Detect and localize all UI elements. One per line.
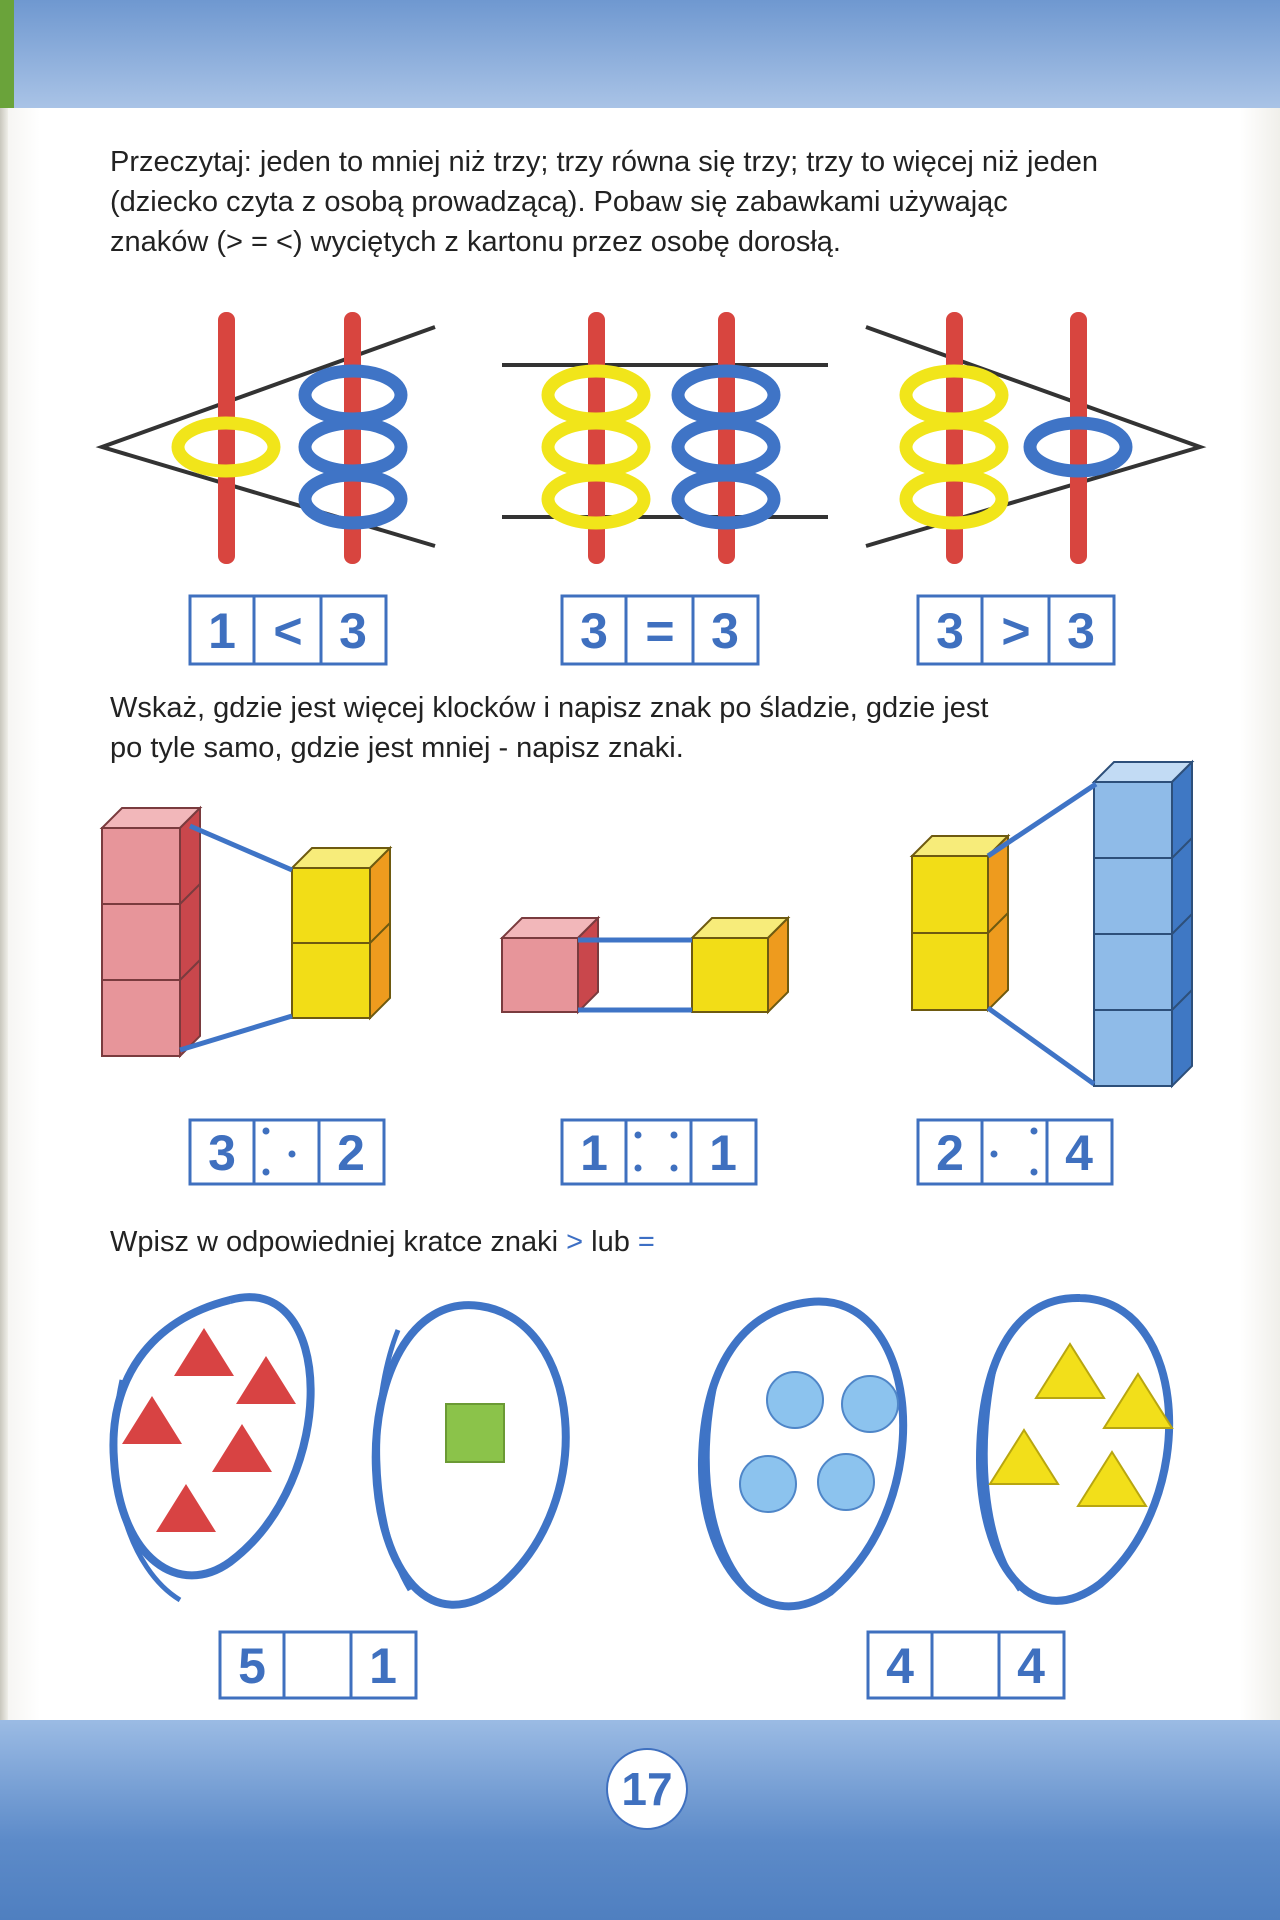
trace-dot (635, 1132, 642, 1139)
abacus-example-2 (502, 312, 828, 564)
red-triangle (212, 1424, 272, 1472)
box-right-number: 1 (369, 1638, 397, 1694)
yellow-triangle (990, 1430, 1058, 1484)
box-sign: > (1001, 603, 1031, 659)
comparison-line (988, 1008, 1094, 1084)
page-number: 17 (606, 1748, 688, 1830)
pink-block (102, 980, 180, 1056)
fill-box-1 (220, 1632, 416, 1698)
box-right-number: 2 (337, 1125, 365, 1181)
abacus-example-1 (102, 312, 435, 564)
task2-line-1: Wskaż, gdzie jest więcej klocków i napisz znak po śladzie, gdzie jest (110, 692, 989, 724)
blue-circle (818, 1454, 874, 1510)
task3-sign-eq: = (637, 1226, 655, 1258)
box-sign: = (645, 603, 675, 659)
block-example-2 (502, 918, 788, 1012)
task3-sign-gt: > (566, 1226, 584, 1258)
blue-circle (767, 1372, 823, 1428)
box-right-number: 3 (1067, 603, 1095, 659)
empty-answer-cell[interactable] (934, 1634, 997, 1696)
red-triangle (156, 1484, 216, 1532)
box-left-number: 3 (208, 1125, 236, 1181)
oval-set-green-square (376, 1305, 566, 1605)
yellow-triangle (1078, 1452, 1146, 1506)
red-triangle (236, 1356, 296, 1404)
oval-outline (702, 1302, 903, 1607)
answer-box-3 (918, 596, 1114, 664)
rod-left (218, 312, 235, 564)
trace-dot (263, 1169, 270, 1176)
pink-block (102, 904, 180, 980)
box-left-number: 5 (238, 1638, 266, 1694)
answer-box-1 (190, 596, 386, 664)
comparison-line (988, 784, 1096, 856)
pink-block (502, 938, 578, 1012)
trace-dot (991, 1151, 998, 1158)
yellow-triangle (1036, 1344, 1104, 1398)
box-sign: < (273, 603, 303, 659)
trace-dot (289, 1151, 296, 1158)
box-right-number: 3 (711, 603, 739, 659)
abacus-example-3 (866, 312, 1200, 564)
blue-block (1094, 1010, 1172, 1086)
answer-box-2 (562, 596, 758, 664)
blue-circle (842, 1376, 898, 1432)
rod-right (1070, 312, 1087, 564)
fill-box-2 (868, 1632, 1064, 1698)
box-left-number: 4 (886, 1638, 914, 1694)
instruction-line-2: (dziecko czyta z osobą prowadzącą). Pobaw się zabawkami używając (110, 186, 1008, 218)
block-example-3 (912, 762, 1192, 1086)
task3-text: Wpisz w odpowiedniej kratce znaki (110, 1226, 567, 1258)
trace-box-2 (562, 1120, 756, 1184)
box-right-number: 3 (339, 603, 367, 659)
box-left-number: 1 (580, 1125, 608, 1181)
blue-circle (740, 1456, 796, 1512)
red-triangle (122, 1396, 182, 1444)
pink-block (102, 828, 180, 904)
box-left-number: 2 (936, 1125, 964, 1181)
box-right-number: 4 (1017, 1638, 1045, 1694)
oval-outline (980, 1298, 1169, 1601)
red-triangle (174, 1328, 234, 1376)
instruction-line-3: znaków (> = <) wyciętych z kartonu przez osobę dorosłą. (110, 226, 841, 258)
oval-set-yellow-triangles (980, 1298, 1172, 1601)
yellow-block (292, 868, 370, 943)
yellow-block (692, 938, 768, 1012)
yellow-block (912, 933, 988, 1010)
box-right-number: 4 (1065, 1125, 1093, 1181)
oval-set-red-triangles (113, 1297, 310, 1600)
trace-box-1 (190, 1120, 384, 1184)
trace-box-3 (918, 1120, 1112, 1184)
trace-dot (635, 1165, 642, 1172)
trace-dot (1031, 1169, 1038, 1176)
yellow-block (912, 856, 988, 933)
trace-dot (1031, 1128, 1038, 1135)
box-right-number: 1 (709, 1125, 737, 1181)
instruction-line-1: Przeczytaj: jeden to mniej niż trzy; trzy równa się trzy; trzy to więcej niż jeden (110, 146, 1098, 178)
yellow-block (292, 943, 370, 1018)
empty-answer-cell[interactable] (286, 1634, 349, 1696)
box-left-number: 3 (580, 603, 608, 659)
blue-block (1094, 934, 1172, 1010)
block-example-1 (102, 808, 390, 1056)
task3-or: lub (583, 1226, 638, 1258)
green-square (446, 1404, 504, 1462)
blue-block (1094, 858, 1172, 934)
task2-line-2: po tyle samo, gdzie jest mniej - napisz znaki. (110, 732, 684, 764)
trace-dot (671, 1132, 678, 1139)
box-left-number: 3 (936, 603, 964, 659)
comparison-line (190, 826, 292, 870)
oval-set-blue-circles (702, 1302, 903, 1607)
trace-dot (671, 1165, 678, 1172)
trace-dot (263, 1128, 270, 1135)
blue-block (1094, 782, 1172, 858)
box-left-number: 1 (208, 603, 236, 659)
